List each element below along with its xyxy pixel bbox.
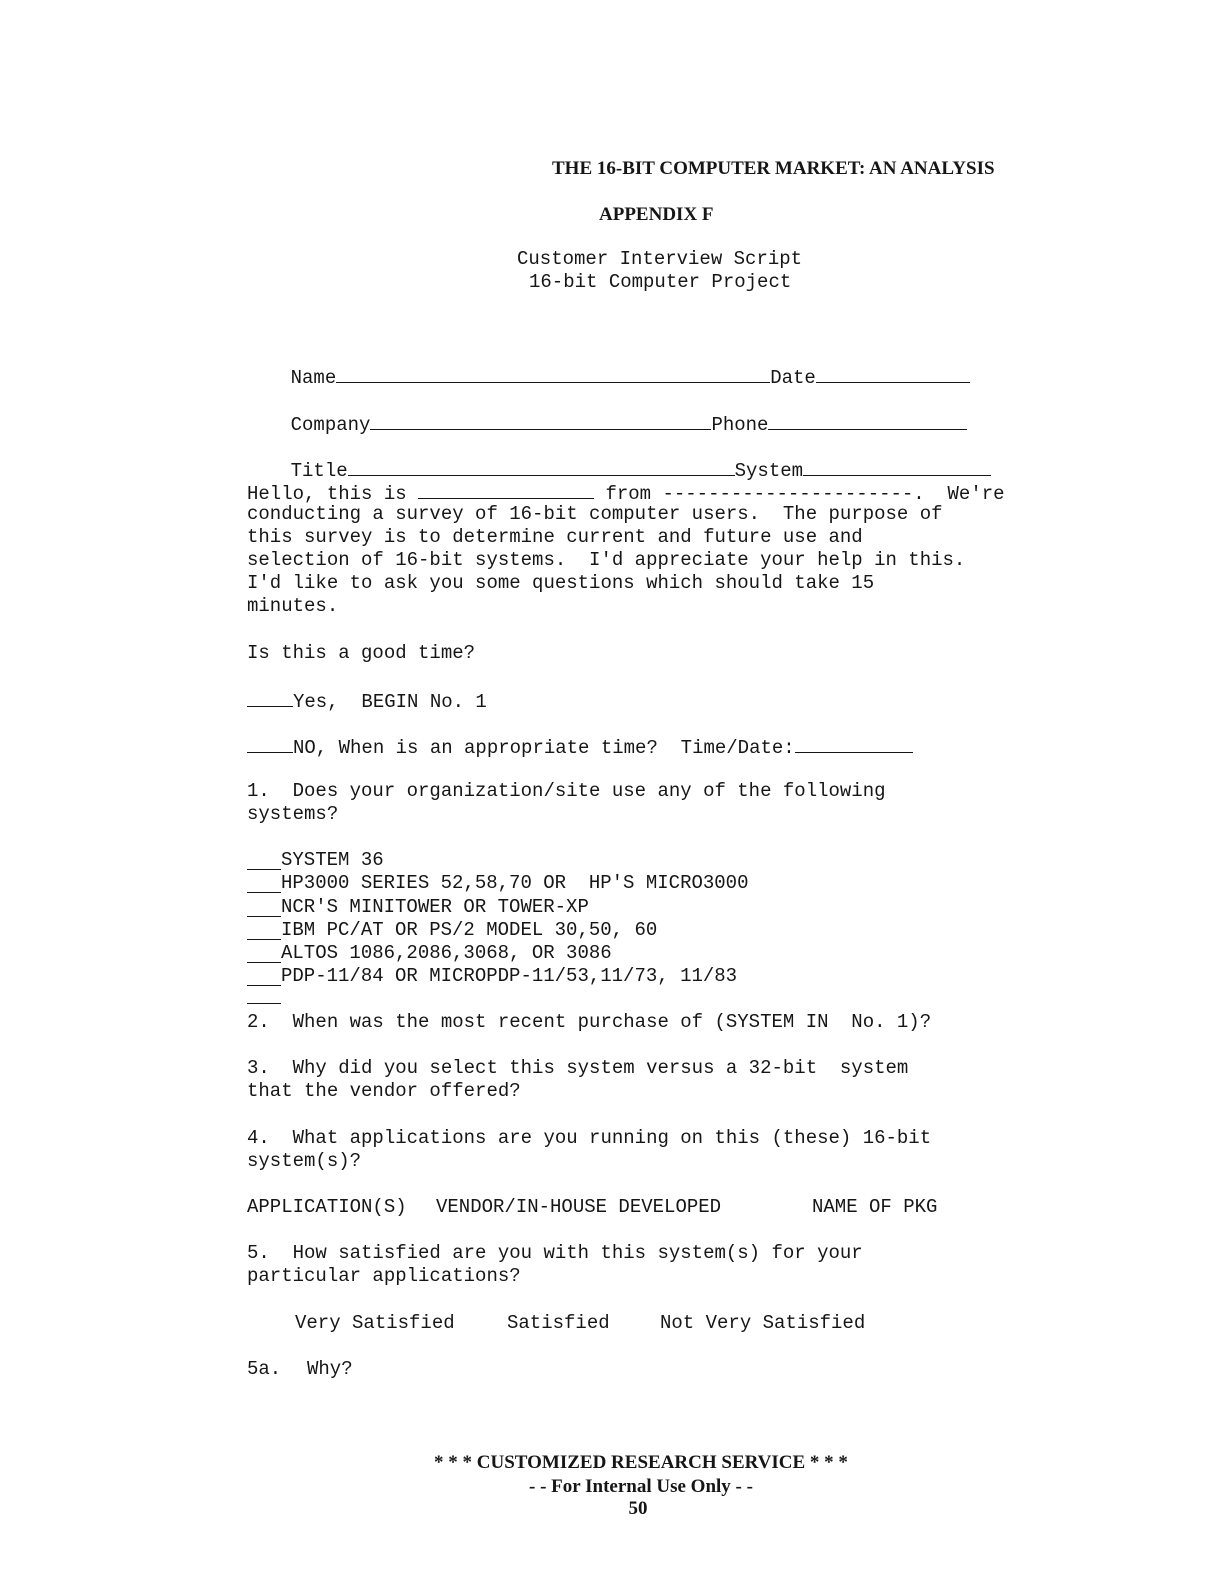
system-item-label: ALTOS 1086,2086,3068, OR 3086 xyxy=(281,942,612,964)
phone-blank xyxy=(768,411,967,430)
intro-line-3: this survey is to determine current and future use and xyxy=(247,526,863,548)
system-item-label: IBM PC/AT OR PS/2 MODEL 30,50, 60 xyxy=(281,919,658,941)
q5-line-2: particular applications? xyxy=(247,1265,521,1287)
company-label: Company xyxy=(290,414,371,436)
system-item xyxy=(247,896,589,919)
title-label: Title xyxy=(290,460,348,482)
system-item xyxy=(247,919,657,942)
system-item-trailing-blank xyxy=(247,988,281,1011)
system-item xyxy=(247,872,748,895)
system-checkbox-blank xyxy=(247,872,281,893)
no-option xyxy=(247,734,913,760)
date-label: Date xyxy=(770,367,816,389)
q5a-text: Why? xyxy=(307,1358,353,1380)
app-col-package: NAME OF PKG xyxy=(812,1196,938,1218)
title-blank xyxy=(348,457,735,476)
system-blank xyxy=(803,457,991,476)
intro-were-text: We're xyxy=(947,483,1005,505)
q1-line-1: 1. Does your organization/site use any of the following xyxy=(247,780,886,802)
satisfaction-option-not-very: Not Very Satisfied xyxy=(660,1312,866,1334)
satisfaction-option-very: Very Satisfied xyxy=(295,1312,455,1334)
q3-line-2: that the vendor offered? xyxy=(247,1080,521,1102)
intro-hello-text: Hello, this is xyxy=(247,483,407,505)
script-title: Customer Interview Script xyxy=(517,248,803,270)
page-number: 50 xyxy=(628,1498,648,1519)
q1-line-2: systems? xyxy=(247,803,339,825)
system-checkbox-blank xyxy=(247,1003,281,1004)
q5a-number: 5a. xyxy=(247,1358,282,1380)
yes-checkbox-blank xyxy=(247,688,293,707)
q4-line-1: 4. What applications are you running on this (these) 16-bit xyxy=(247,1127,932,1149)
q4-line-2: system(s)? xyxy=(247,1150,362,1172)
system-item-label: SYSTEM 36 xyxy=(281,849,384,871)
system-checkbox-blank xyxy=(247,849,281,870)
system-item-label: NCR'S MINITOWER OR TOWER-XP xyxy=(281,896,589,918)
system-item xyxy=(247,942,612,965)
project-title: 16-bit Computer Project xyxy=(529,271,792,293)
no-checkbox-blank xyxy=(247,734,293,753)
time-date-blank xyxy=(795,734,913,753)
q2-line-1: 2. When was the most recent purchase of (SYSTEM IN No. 1)? xyxy=(247,1011,932,1033)
footer-internal-use: - - For Internal Use Only - - xyxy=(529,1476,753,1497)
intro-line-5: I'd like to ask you some questions which should take 15 xyxy=(247,572,875,594)
phone-label: Phone xyxy=(711,414,769,436)
intro-line-6: minutes. xyxy=(247,595,339,617)
system-item-label: HP3000 SERIES 52,58,70 OR HP'S MICRO3000 xyxy=(281,872,749,894)
yes-option xyxy=(247,688,487,714)
good-time-question: Is this a good time? xyxy=(247,642,476,664)
system-label: System xyxy=(734,460,804,482)
system-checkbox-blank xyxy=(247,919,281,940)
document-title: THE 16-BIT COMPUTER MARKET: AN ANALYSIS xyxy=(552,158,995,179)
system-item-label: PDP-11/84 OR MICROPDP-11/53,11/73, 11/83 xyxy=(281,965,738,987)
footer-service-line: * * * CUSTOMIZED RESEARCH SERVICE * * * xyxy=(434,1452,848,1473)
system-checkbox-blank xyxy=(247,896,281,917)
name-blank xyxy=(336,364,770,383)
intro-line-4: selection of 16-bit systems. I'd appreciate your help in this. xyxy=(247,549,966,571)
caller-name-blank xyxy=(418,480,594,499)
intro-from-text: from xyxy=(605,483,652,505)
appendix-label: APPENDIX F xyxy=(599,204,714,225)
company-blank xyxy=(370,411,711,430)
no-option-label: NO, When is an appropriate time? Time/Date: xyxy=(293,737,795,759)
system-item xyxy=(247,965,737,988)
intro-company-dashes: ----------------------. xyxy=(662,483,925,505)
app-col-applications: APPLICATION(S) xyxy=(247,1196,407,1218)
system-item xyxy=(247,849,384,872)
q5-line-1: 5. How satisfied are you with this system(s) for your xyxy=(247,1242,863,1264)
name-label: Name xyxy=(290,367,337,389)
intro-line-2: conducting a survey of 16-bit computer users. The purpose of xyxy=(247,503,943,525)
app-col-vendor: VENDOR/IN-HOUSE DEVELOPED xyxy=(436,1196,722,1218)
date-blank xyxy=(816,364,970,383)
system-checkbox-blank xyxy=(247,965,281,986)
yes-option-label: Yes, BEGIN No. 1 xyxy=(293,691,487,713)
q3-line-1: 3. Why did you select this system versus a 32-bit system xyxy=(247,1057,909,1079)
system-checkbox-blank xyxy=(247,942,281,963)
satisfaction-option-satisfied: Satisfied xyxy=(507,1312,610,1334)
